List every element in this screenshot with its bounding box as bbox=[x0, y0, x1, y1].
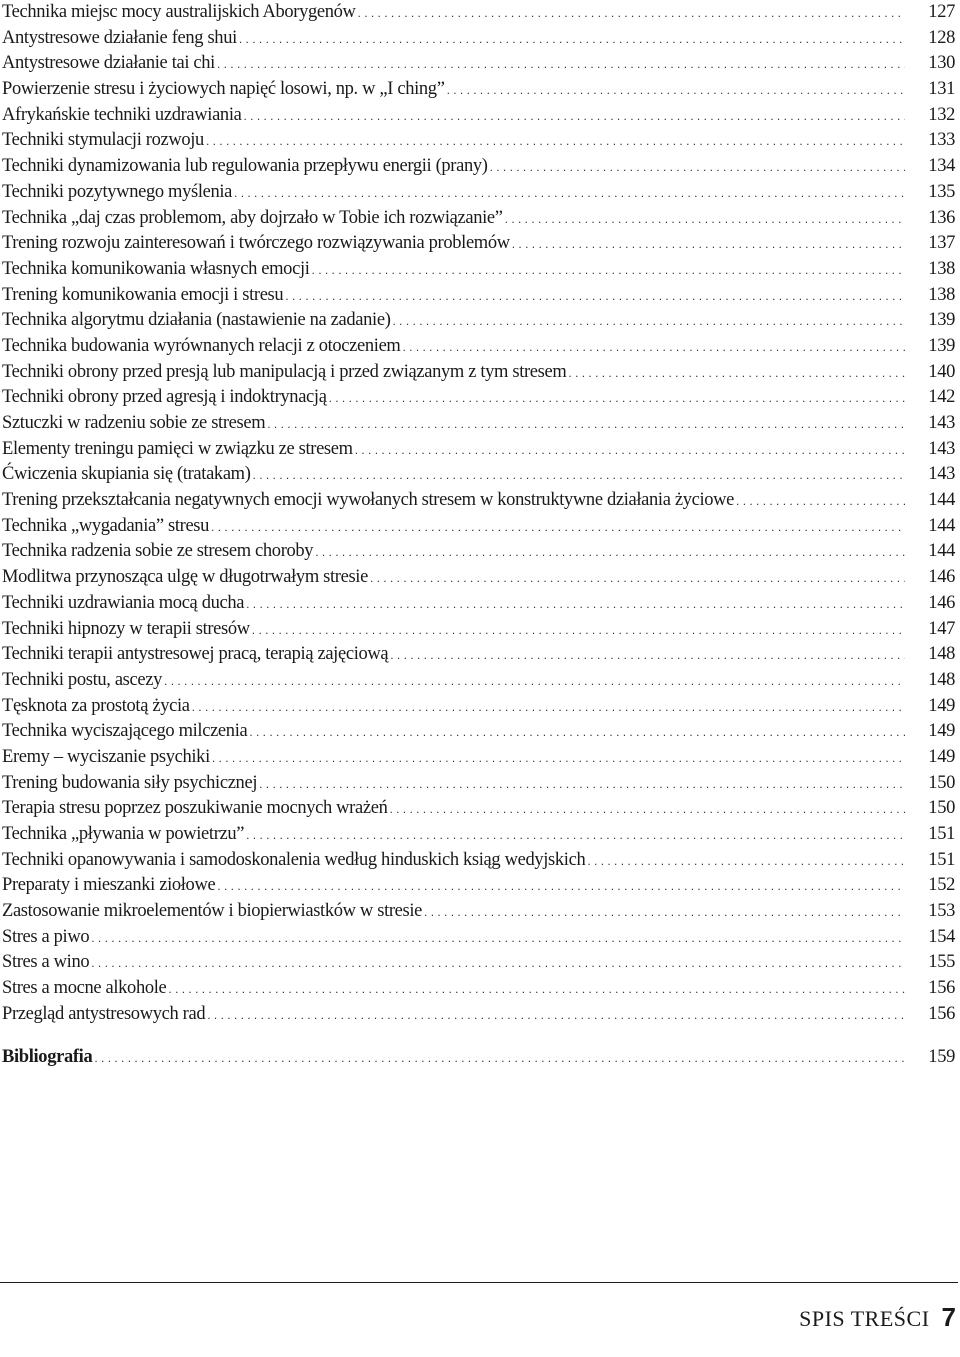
toc-entry-page: 134 bbox=[928, 156, 955, 177]
toc-entry-page: 149 bbox=[928, 721, 955, 742]
toc-entry-page: 152 bbox=[928, 875, 955, 896]
page-footer bbox=[799, 1302, 956, 1333]
toc-entry-page: 127 bbox=[928, 2, 955, 22]
dot-leader bbox=[568, 361, 905, 387]
toc-entry-title: Technika „wygadania” stresu bbox=[2, 515, 210, 536]
dot-leader bbox=[94, 1046, 905, 1072]
toc-entry-page: 156 bbox=[928, 978, 955, 999]
toc-entry-title: Technika algorytmu działania (nastawienie na zadanie) bbox=[2, 310, 391, 331]
toc-entry[interactable] bbox=[2, 257, 957, 283]
dot-leader bbox=[358, 1, 905, 27]
page-number: 7 bbox=[941, 1302, 956, 1332]
toc-entry-page: 138 bbox=[928, 258, 955, 279]
dot-leader bbox=[168, 977, 905, 1003]
toc-entry-title: Ćwiczenia skupiania się (tratakam) bbox=[2, 464, 251, 485]
toc-entry-title: Elementy treningu pamięci w związku ze stresem bbox=[2, 438, 353, 459]
toc-entry-page: 133 bbox=[928, 130, 955, 151]
toc-entry[interactable] bbox=[2, 617, 957, 643]
toc-entry-title: Techniki stymulacji rozwoju bbox=[2, 130, 204, 151]
toc-entry-title: Technika „daj czas problemom, aby dojrzało w Tobie ich rozwiązanie” bbox=[2, 207, 503, 228]
toc-entry-page: 144 bbox=[928, 490, 955, 511]
toc-entry-page: 146 bbox=[928, 592, 955, 613]
toc-entry-title: Technika komunikowania własnych emocji bbox=[2, 258, 310, 279]
section-label: SPIS TREŚCI bbox=[799, 1306, 930, 1331]
toc-entry-page: 155 bbox=[928, 952, 955, 973]
toc-entry[interactable] bbox=[2, 1045, 957, 1071]
toc-entry[interactable] bbox=[2, 848, 957, 874]
dot-leader bbox=[192, 695, 905, 721]
toc-entry-page: 132 bbox=[928, 104, 955, 125]
toc-entry-title: Powierzenie stresu i życiowych napięć losowi, np. w „I ching” bbox=[2, 79, 445, 100]
toc-entry[interactable] bbox=[2, 437, 957, 463]
toc-entry[interactable] bbox=[2, 796, 957, 822]
toc-entry[interactable] bbox=[2, 873, 957, 899]
toc-entry[interactable] bbox=[2, 950, 957, 976]
toc-entry-page: 130 bbox=[928, 53, 955, 74]
toc-list bbox=[2, 0, 957, 1028]
toc-entry[interactable] bbox=[2, 180, 957, 206]
toc-entry-page: 144 bbox=[928, 541, 955, 562]
toc-entry-page: 139 bbox=[928, 335, 955, 356]
toc-entry-page: 150 bbox=[928, 798, 955, 819]
toc-entry-title: Zastosowanie mikroelementów i biopierwiastków w stresie bbox=[2, 901, 423, 922]
toc-entry[interactable] bbox=[2, 360, 957, 386]
toc-entry-page: 139 bbox=[928, 310, 955, 331]
toc-entry-page: 136 bbox=[928, 207, 955, 228]
dot-leader bbox=[447, 78, 905, 104]
toc-entry[interactable] bbox=[2, 26, 957, 52]
toc-entry[interactable] bbox=[2, 411, 957, 437]
toc-entry[interactable] bbox=[2, 128, 957, 154]
toc-entry-title: Antystresowe działanie tai chi bbox=[2, 53, 215, 74]
toc-entry-page: 156 bbox=[928, 1003, 955, 1024]
dot-leader bbox=[370, 566, 905, 592]
toc-entry-page: 137 bbox=[928, 233, 955, 254]
dot-leader bbox=[267, 412, 905, 438]
dot-leader bbox=[207, 1003, 905, 1029]
toc-entry[interactable] bbox=[2, 334, 957, 360]
toc-entry-page: 143 bbox=[928, 438, 955, 459]
toc-entry-page: 151 bbox=[928, 824, 955, 844]
toc-entry-title: Technika budowania wyrównanych relacji z otoczeniem bbox=[2, 335, 401, 356]
dot-leader bbox=[402, 335, 905, 361]
toc-entry-title: Bibliografia bbox=[2, 1047, 93, 1067]
toc-entry-page: 143 bbox=[928, 464, 955, 485]
toc-entry[interactable] bbox=[2, 308, 957, 334]
toc-entry[interactable] bbox=[2, 745, 957, 771]
toc-entry[interactable] bbox=[2, 925, 957, 951]
toc-entry[interactable] bbox=[2, 976, 957, 1002]
toc-entry-title: Stres a piwo bbox=[2, 926, 90, 947]
toc-entry-page: 148 bbox=[928, 669, 955, 690]
toc-entry-title: Eremy – wyciszanie psychiki bbox=[2, 746, 210, 767]
toc-entry-page: 159 bbox=[928, 1047, 955, 1067]
toc-entry-title: Trening budowania siły psychicznej bbox=[2, 772, 258, 793]
dot-leader bbox=[424, 900, 905, 926]
dot-leader bbox=[312, 258, 905, 284]
toc-entry[interactable] bbox=[2, 668, 957, 694]
toc-entry-title: Antystresowe działanie feng shui bbox=[2, 27, 237, 48]
dot-leader bbox=[206, 129, 905, 155]
dot-leader bbox=[211, 515, 905, 541]
toc-entry-title: Techniki pozytywnego myślenia bbox=[2, 181, 233, 202]
dot-leader bbox=[329, 386, 905, 412]
toc-entry[interactable] bbox=[2, 103, 957, 129]
dot-leader bbox=[246, 823, 905, 849]
toc-entry-title: Preparaty i mieszanki ziołowe bbox=[2, 875, 216, 896]
dot-leader bbox=[212, 746, 905, 772]
toc-entry-title: Techniki dynamizowania lub regulowania przepływu energii (prany) bbox=[2, 156, 488, 177]
dot-leader bbox=[91, 926, 905, 952]
toc-entry-title: Terapia stresu poprzez poszukiwanie mocnych wrażeń bbox=[2, 798, 388, 819]
toc-entry[interactable] bbox=[2, 488, 957, 514]
toc-entry-title: Technika radzenia sobie ze stresem choroby bbox=[2, 541, 314, 562]
toc-entry-title: Techniki uzdrawiania mocą ducha bbox=[2, 592, 245, 613]
dot-leader bbox=[389, 797, 905, 823]
toc-entry-title: Techniki obrony przed agresją i indoktrynacją bbox=[2, 387, 327, 408]
toc-entry[interactable] bbox=[2, 642, 957, 668]
dot-leader bbox=[587, 849, 905, 875]
toc-entry-page: 128 bbox=[928, 27, 955, 48]
toc-entry[interactable] bbox=[2, 591, 957, 617]
toc-entry-page: 147 bbox=[928, 618, 955, 639]
dot-leader bbox=[252, 618, 905, 644]
dot-leader bbox=[490, 155, 905, 181]
toc-entry-title: Stres a mocne alkohole bbox=[2, 978, 167, 999]
toc-bibliography bbox=[2, 1045, 957, 1071]
toc-entry-page: 142 bbox=[928, 387, 955, 408]
toc-entry[interactable] bbox=[2, 231, 957, 257]
dot-leader bbox=[259, 772, 905, 798]
dot-leader bbox=[393, 309, 905, 335]
dot-leader bbox=[217, 874, 905, 900]
dot-leader bbox=[243, 104, 905, 130]
dot-leader bbox=[164, 669, 905, 695]
toc-entry-page: 131 bbox=[928, 79, 955, 100]
toc-entry-page: 144 bbox=[928, 515, 955, 536]
toc-entry-title: Afrykańskie techniki uzdrawiania bbox=[2, 104, 242, 125]
toc-entry-title: Techniki obrony przed presją lub manipulacją i przed związanym z tym stresem bbox=[2, 361, 567, 382]
dot-leader bbox=[355, 438, 905, 464]
toc-entry-title: Tęsknota za prostotą życia bbox=[2, 695, 190, 716]
toc-entry-page: 150 bbox=[928, 772, 955, 793]
dot-leader bbox=[315, 540, 905, 566]
toc-entry[interactable] bbox=[2, 77, 957, 103]
toc-entry[interactable] bbox=[2, 694, 957, 720]
toc-entry-title: Techniki postu, ascezy bbox=[2, 669, 163, 690]
toc-entry-title: Modlitwa przynosząca ulgę w długotrwałym stresie bbox=[2, 567, 368, 588]
toc-entry-page: 151 bbox=[928, 849, 955, 870]
toc-entry[interactable] bbox=[2, 565, 957, 591]
toc-entry-page: 135 bbox=[928, 181, 955, 202]
toc-entry-title: Techniki opanowywania i samodoskonalenia według hinduskich ksiąg wedyjskich bbox=[2, 849, 586, 870]
toc-entry[interactable] bbox=[2, 462, 957, 488]
toc-entry[interactable] bbox=[2, 283, 957, 309]
toc-entry[interactable] bbox=[2, 771, 957, 797]
toc-entry-page: 149 bbox=[928, 695, 955, 716]
toc-entry-page: 138 bbox=[928, 284, 955, 305]
dot-leader bbox=[390, 643, 905, 669]
toc-entry[interactable] bbox=[2, 1002, 957, 1028]
toc-entry[interactable] bbox=[2, 0, 957, 26]
toc-entry[interactable] bbox=[2, 51, 957, 77]
toc-entry-page: 149 bbox=[928, 746, 955, 767]
dot-leader bbox=[512, 232, 905, 258]
dot-leader bbox=[249, 720, 905, 746]
toc-entry[interactable] bbox=[2, 154, 957, 180]
toc-entry[interactable] bbox=[2, 719, 957, 745]
dot-leader bbox=[239, 27, 905, 53]
dot-leader bbox=[505, 207, 905, 233]
toc-entry-page: 146 bbox=[928, 567, 955, 588]
dot-leader bbox=[253, 463, 905, 489]
toc-entry[interactable] bbox=[2, 385, 957, 411]
dot-leader bbox=[736, 489, 905, 515]
toc-entry[interactable] bbox=[2, 514, 957, 540]
toc-entry-title: Trening przekształcania negatywnych emocji wywołanych stresem w konstruktywne działania życiowe bbox=[2, 490, 735, 511]
toc-entry[interactable] bbox=[2, 206, 957, 232]
dot-leader bbox=[234, 181, 905, 207]
toc-entry-page: 140 bbox=[928, 361, 955, 382]
toc-entry-title: Technika „pływania w powietrzu” bbox=[2, 824, 245, 844]
dot-leader bbox=[285, 284, 905, 310]
toc-entry-title: Techniki terapii antystresowej pracą, terapią zajęciową bbox=[2, 644, 389, 665]
toc-entry-page: 153 bbox=[928, 901, 955, 922]
toc-entry-title: Techniki hipnozy w terapii stresów bbox=[2, 618, 250, 639]
toc-entry[interactable] bbox=[2, 539, 957, 565]
toc-entry[interactable] bbox=[2, 899, 957, 925]
toc-entry[interactable] bbox=[2, 822, 957, 848]
dot-leader bbox=[246, 592, 905, 618]
dot-leader bbox=[217, 52, 905, 78]
toc-entry-page: 148 bbox=[928, 644, 955, 665]
dot-leader bbox=[91, 951, 905, 977]
toc-entry-title: Stres a wino bbox=[2, 952, 90, 973]
toc-entry-title: Trening komunikowania emocji i stresu bbox=[2, 284, 284, 305]
toc-entry-page: 154 bbox=[928, 926, 955, 947]
toc-entry-title: Technika wyciszającego milczenia bbox=[2, 721, 248, 742]
toc-entry-page: 143 bbox=[928, 413, 955, 433]
toc-entry-title: Trening rozwoju zainteresowań i twórczego rozwiązywania problemów bbox=[2, 233, 510, 254]
toc-entry-title: Technika miejsc mocy australijskich Aborygenów bbox=[2, 2, 356, 22]
footer-divider bbox=[0, 1282, 958, 1283]
toc-entry-title: Sztuczki w radzeniu sobie ze stresem bbox=[2, 413, 266, 433]
toc-entry-title: Przegląd antystresowych rad bbox=[2, 1003, 206, 1024]
